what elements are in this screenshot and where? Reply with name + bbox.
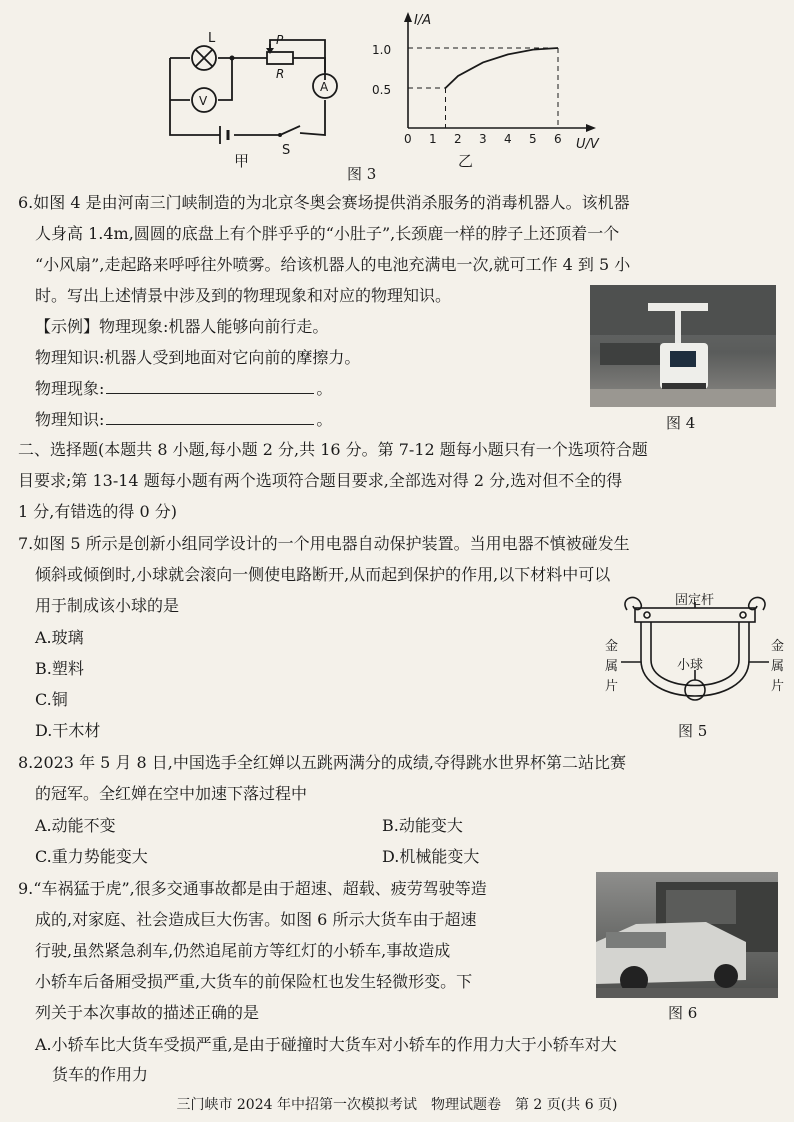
q7-option-b[interactable]: B.塑料: [35, 659, 84, 678]
q9-line-2: 成的,对家庭、社会造成巨大伤害。如图 6 所示大货车由于超速: [35, 910, 477, 929]
left-metal-label-1: 金: [605, 639, 619, 654]
q6-line-1: 6.如图 4 是由河南三门峡制造的为北京冬奥会赛场提供消杀服务的消毒机器人。该机器: [18, 193, 630, 212]
accident-illustration: [596, 872, 778, 998]
figure4-caption: 图 4: [666, 414, 696, 432]
y-tick-0.5: 0.5: [372, 83, 392, 97]
q6-phenomenon-answer: 物理现象: 。: [35, 379, 333, 398]
left-metal-label-3: 片: [605, 679, 619, 694]
figure5-caption: 图 5: [678, 722, 708, 740]
q6-line-2: 人身高 1.4m,圆圆的底盘上有个胖乎乎的“小肚子”,长颈鹿一样的脖子上还顶着一个: [35, 224, 620, 243]
y-tick-1.0: 1.0: [372, 43, 392, 57]
x-tick-2: 2: [454, 132, 462, 146]
q7-option-d[interactable]: D.干木材: [35, 721, 101, 740]
figure3-caption: 图 3: [347, 165, 377, 183]
circuit-diagram: [150, 30, 350, 170]
q9-line-1: 9.“车祸猛于虎”,很多交通事故都是由于超速、超载、疲劳驾驶等造: [18, 879, 487, 898]
q6-example-knowledge: 物理知识:机器人受到地面对它向前的摩擦力。: [35, 348, 361, 367]
q7-option-a[interactable]: A.玻璃: [35, 628, 84, 647]
x-tick-3: 3: [479, 132, 487, 146]
figure6-caption: 图 6: [668, 1004, 698, 1022]
left-metal-label-2: 属: [605, 659, 619, 674]
label-P: P: [276, 33, 284, 47]
graph-label-yi: 乙: [458, 152, 474, 170]
ball-label: 小球: [677, 658, 704, 673]
q9-option-a-line-1[interactable]: A.小轿车比大货车受损严重,是由于碰撞时大货车对小轿车的作用力大于小轿车对大: [35, 1035, 617, 1054]
iu-graph: [370, 8, 610, 158]
q9-option-a-line-2[interactable]: 货车的作用力: [52, 1065, 149, 1084]
q6-line-3: “小风扇”,走起路来呼呼往外喷雾。给该机器人的电池充满电一次,就可工作 4 到 5 小: [35, 255, 631, 274]
q8-line-2: 的冠军。全红婵在空中加速下落过程中: [35, 784, 308, 803]
knowledge-label: 物理知识:: [35, 410, 105, 429]
q8-option-d[interactable]: D.机械能变大: [382, 847, 480, 866]
page-footer: 三门峡市 2024 年中招第一次模拟考试 物理试题卷 第 2 页(共 6 页): [176, 1097, 618, 1113]
q7-line-1: 7.如图 5 所示是创新小组同学设计的一个用电器自动保护装置。当用电器不慎被碰发生: [18, 534, 630, 553]
label-V: V: [199, 94, 208, 108]
circuit-label-jia: 甲: [234, 152, 250, 170]
q8-line-1: 8.2023 年 5 月 8 日,中国选手全红婵以五跳两满分的成绩,夺得跳水世界杯第二站比赛: [18, 753, 626, 772]
section2-line-1: 二、选择题(本题共 8 小题,每小题 2 分,共 16 分。第 7-12 题每小题只有一个选项符合题: [18, 440, 648, 459]
q6-example-line: 【示例】物理现象:机器人能够向前行走。: [35, 317, 329, 336]
knowledge-blank[interactable]: [106, 410, 314, 425]
robot-illustration: [590, 285, 776, 407]
q7-line-2: 倾斜或倾倒时,小球就会滚向一侧使电路断开,从而起到保护的作用,以下材料中可以: [35, 565, 611, 584]
q9-line-3: 行驶,虽然紧急刹车,仍然追尾前方等红灯的小轿车,事故造成: [35, 941, 451, 960]
label-S: S: [282, 143, 291, 158]
q9-line-5: 列关于本次事故的描述正确的是: [35, 1003, 260, 1022]
section2-line-3: 1 分,有错选的得 0 分): [18, 502, 177, 521]
label-A: A: [320, 80, 329, 94]
q8-option-c[interactable]: C.重力势能变大: [35, 847, 148, 866]
q7-line-3: 用于制成该小球的是: [35, 596, 180, 615]
x-tick-4: 4: [504, 132, 512, 146]
right-metal-label-3: 片: [771, 679, 785, 694]
q9-line-4: 小轿车后备厢受损严重,大货车的前保险杠也发生轻微形变。下: [35, 972, 473, 991]
robot-photo: [590, 285, 776, 407]
q8-option-a[interactable]: A.动能不变: [35, 816, 116, 835]
right-metal-label-1: 金: [771, 639, 785, 654]
phenomenon-label: 物理现象:: [35, 379, 105, 398]
accident-photo: [596, 872, 778, 998]
fixed-rod-label: 固定杆: [675, 593, 715, 608]
section2-line-2: 目要求;第 13-14 题每小题有两个选项符合题目要求,全部选对得 2 分,选对但不全的得: [18, 471, 623, 490]
phenomenon-blank[interactable]: [106, 379, 314, 394]
x-tick-0: 0: [404, 132, 412, 146]
q6-line-4: 时。写出上述情景中涉及到的物理现象和对应的物理知识。: [35, 286, 452, 305]
right-metal-label-2: 属: [771, 659, 785, 674]
q8-option-b[interactable]: B.动能变大: [382, 816, 463, 835]
x-tick-6: 6: [554, 132, 562, 146]
graph-x-label: U/V: [576, 137, 599, 152]
protection-device-diagram: [605, 590, 785, 715]
iu-curve: [446, 48, 559, 88]
x-tick-5: 5: [529, 132, 537, 146]
graph-y-label: I/A: [414, 13, 432, 28]
label-R: R: [276, 67, 285, 81]
x-tick-1: 1: [429, 132, 437, 146]
q6-knowledge-answer: 物理知识: 。: [35, 410, 333, 429]
q7-option-c[interactable]: C.铜: [35, 690, 68, 709]
label-L: L: [208, 31, 216, 46]
